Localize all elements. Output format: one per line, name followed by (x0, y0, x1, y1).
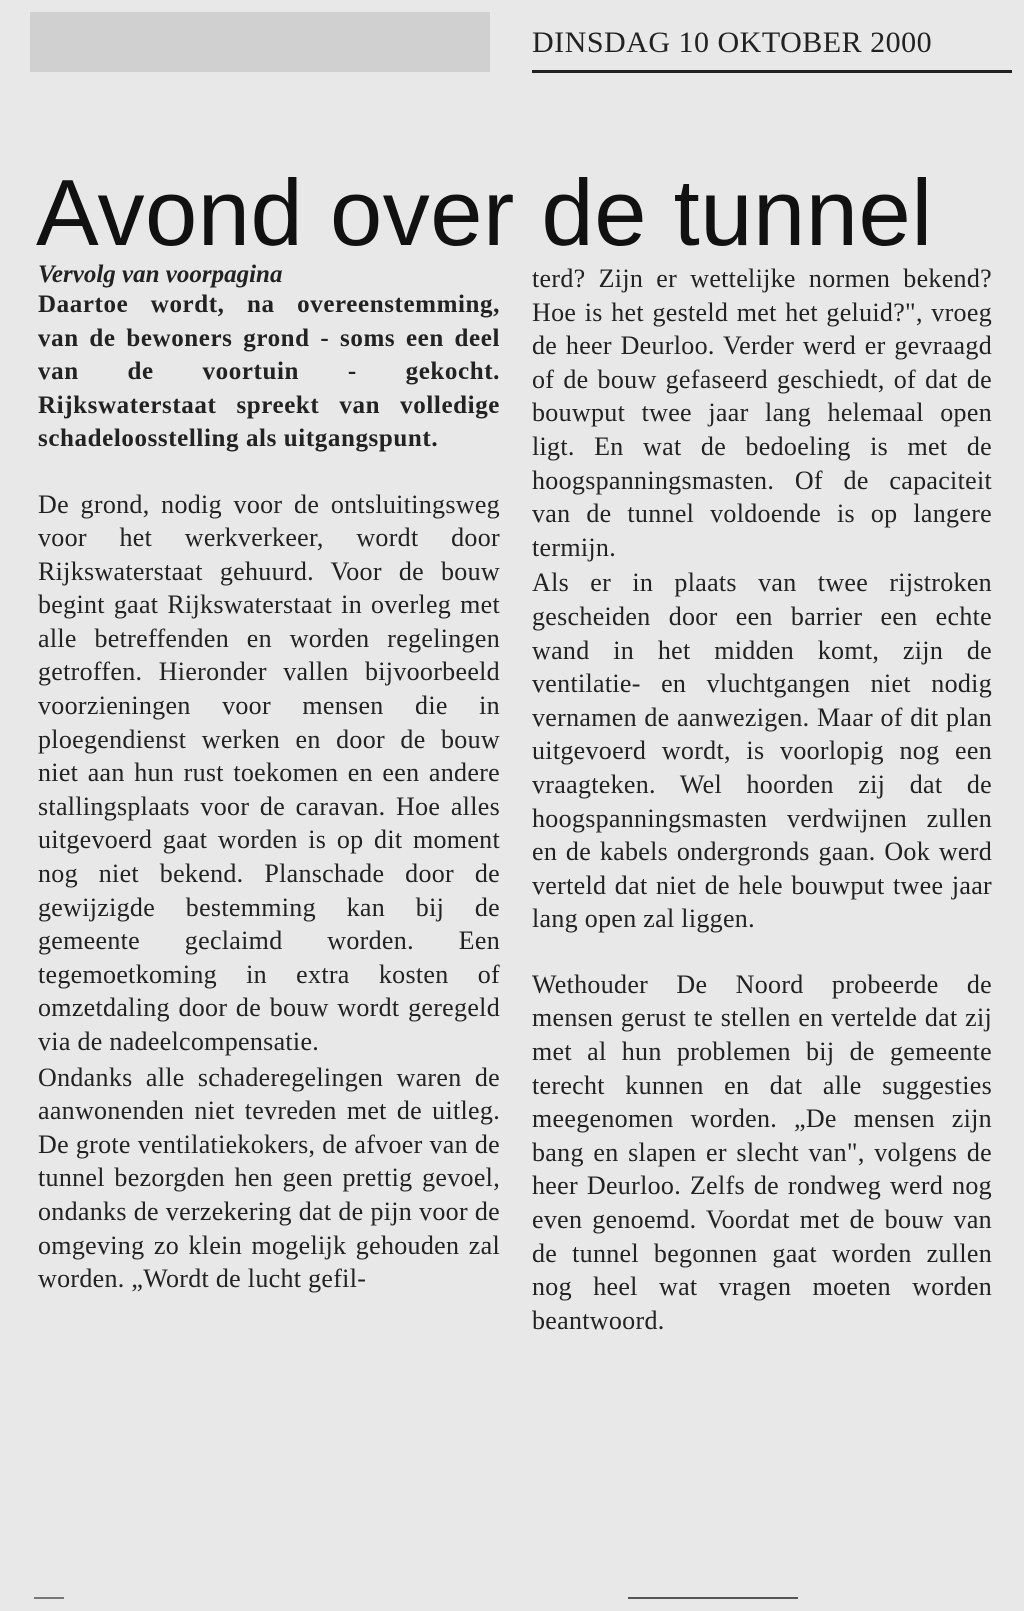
footer-rule (628, 1597, 798, 1599)
body-paragraph: terd? Zijn er wettelijke normen bekend? Hoe is het gesteld met het geluid?", vroeg de heer Deurloo. Verder werd er gevraagd of de bouw gefaseerd geschiedt, of dat de bouwput twee jaar lang helemaal open ligt. En wat de bedoeling is met de hoogspanningsmasten. Of de capaciteit van de tunnel voldoende is op langere termijn. (532, 264, 992, 562)
headline: Avond over de tunnel (36, 159, 933, 265)
article-column-left (38, 262, 500, 1296)
article-column-right (532, 262, 992, 1337)
body-paragraph: De grond, nodig voor de ontsluitingsweg voor het werkverkeer, wordt door Rijkswaterstaat gehuurd. Voor de bouw begint gaat Rijkswaterstaat in overleg met alle betreffenden en worden regelingen getroffen. Hieronder vallen bijvoorbeeld voorzieningen voor mensen die in ploegendienst werken en door de bouw niet aan hun rust toekomen en een andere stallingsplaats voor de caravan. Hoe alles uitgevoerd gaat worden is op dit moment nog niet bekend. Planschade door de gewijzigde bestemming kan bij de gemeente geclaimd worden. Een tegemoetkoming in extra kosten of omzetdaling door de bouw wordt geregeld via de nadeelcompensatie. (38, 489, 500, 1056)
body-paragraph: Wethouder De Noord probeerde de mensen gerust te stellen en vertelde dat zij met al hun problemen bij de gemeente terecht kunnen en dat alle suggesties meegenomen worden. „De mensen zijn bang en slapen er slecht van", volgens de heer Deurloo. Zelfs de rondweg werd nog even genoemd. Voordat met de bouw van de tunnel begonnen gaat worden zullen nog heel wat vragen moeten worden beantwoord. (532, 969, 992, 1335)
body-paragraph: Ondanks alle schaderegelingen waren de aanwonenden niet tevreden met de uitleg. De grote ventilatiekokers, de afvoer van de tunnel bezorgden hen geen prettig gevoel, ondanks de verzekering dat de pijn voor de omgeving zo klein mogelijk gehouden zal worden. „Wordt de lucht gefil- (38, 1062, 500, 1294)
kicker: Vervolg van voorpagina (38, 261, 283, 288)
lead-paragraph: Daartoe wordt, na overeenstemming, van de bewoners grond - soms een deel van de voortuin - gekocht. Rijkswaterstaat spreekt van volledige schadeloosstelling als uitgangspunt. (38, 291, 500, 452)
scan-shading (30, 12, 490, 72)
dateline-rule (532, 70, 1012, 73)
dateline: DINSDAG 10 OKTOBER 2000 (532, 26, 933, 59)
footer-rule (34, 1597, 64, 1599)
body-paragraph: Als er in plaats van twee rijstroken gescheiden door een barrier een echte wand in het midden komt, zijn de ventilatie- en vluchtgangen niet nodig vernamen de aanwezigen. Maar of dit plan uitgevoerd wordt, is voorlopig nog een vraagteken. Wel hoorden zij dat de hoogspanningsmasten verdwijnen zullen en de kabels ondergronds gaan. Ook werd verteld dat niet de hele bouwput twee jaar lang open zal liggen. (532, 568, 992, 934)
